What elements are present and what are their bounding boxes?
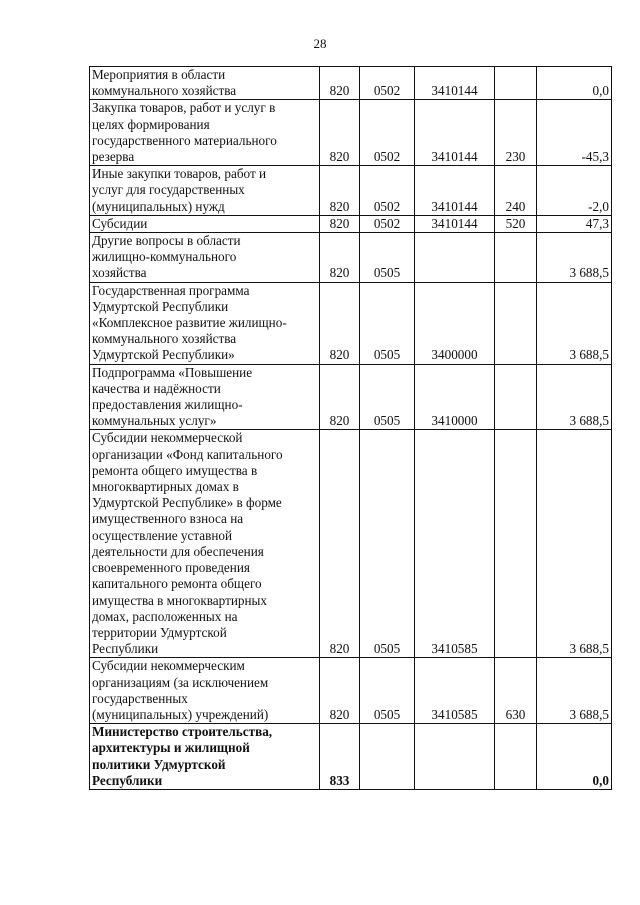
item-name-line: организациям (за исключением	[92, 674, 269, 690]
ministry-code-cell: 820	[320, 282, 360, 364]
item-name-line: территории Удмуртской	[92, 624, 227, 640]
section-code-cell: 0505	[360, 364, 415, 430]
expense-type-cell: 230	[495, 100, 537, 166]
amount-cell: 3 688,5	[537, 282, 612, 364]
item-name-line: многоквартирных домах в	[92, 479, 239, 495]
ministry-code-cell: 820	[320, 430, 360, 658]
target-article-cell: 3410144	[415, 67, 495, 100]
item-name-line: резерва	[92, 149, 135, 165]
section-code-cell: 0502	[360, 166, 415, 216]
item-name-line: хозяйства	[92, 265, 147, 281]
item-name-cell	[90, 724, 320, 790]
table-row	[90, 724, 612, 790]
expense-type-cell	[495, 282, 537, 364]
item-name-line: имущества в многоквартирных	[92, 592, 268, 608]
expense-type-cell	[495, 430, 537, 658]
ministry-code-cell: 820	[320, 100, 360, 166]
item-name-line: капитального ремонта общего	[92, 576, 262, 592]
item-name-line: имущественного взноса на	[92, 511, 244, 527]
target-article-cell	[415, 233, 495, 283]
item-name-line: предоставления жилищно-	[92, 397, 243, 413]
table-row	[90, 658, 612, 724]
item-name-line: жилищно-коммунального	[92, 249, 237, 265]
item-name-cell	[90, 67, 320, 100]
section-code-cell: 0505	[360, 233, 415, 283]
item-name-line: Министерство строительства,	[92, 724, 273, 740]
table-row	[90, 67, 612, 100]
item-name-line: Республики	[92, 641, 159, 657]
target-article-cell: 3410585	[415, 430, 495, 658]
item-name-cell	[90, 166, 320, 216]
item-name-cell	[90, 215, 320, 232]
item-name-line: целях формирования	[92, 116, 210, 132]
item-name-line: Удмуртской Республике» в форме	[92, 495, 282, 511]
item-name-line: деятельности для обеспечения	[92, 543, 264, 559]
item-name-line: коммунального хозяйства	[92, 83, 237, 99]
item-name-cell	[90, 282, 320, 364]
table-row	[90, 430, 612, 658]
expense-type-cell: 630	[495, 658, 537, 724]
amount-cell: 0,0	[537, 67, 612, 100]
amount-cell: 0,0	[537, 724, 612, 790]
item-name-cell	[90, 100, 320, 166]
expense-type-cell: 240	[495, 166, 537, 216]
section-code-cell	[360, 724, 415, 790]
item-name-cell	[90, 430, 320, 658]
item-name-cell	[90, 364, 320, 430]
item-name-line: Удмуртской Республики	[92, 298, 229, 314]
section-code-cell: 0505	[360, 430, 415, 658]
item-name-line: «Комплексное развитие жилищно-	[92, 315, 287, 331]
item-name-line: Мероприятия в области	[92, 67, 226, 82]
section-code-cell: 0505	[360, 658, 415, 724]
item-name-line: (муниципальных) нужд	[92, 198, 225, 214]
amount-cell: 3 688,5	[537, 233, 612, 283]
expense-type-cell	[495, 67, 537, 100]
expense-type-cell	[495, 364, 537, 430]
item-name-line: ремонта общего имущества в	[92, 462, 258, 478]
table-row	[90, 215, 612, 232]
ministry-code-cell: 820	[320, 166, 360, 216]
amount-cell: 3 688,5	[537, 658, 612, 724]
expense-type-cell	[495, 233, 537, 283]
target-article-cell: 3410585	[415, 658, 495, 724]
amount-cell: -45,3	[537, 100, 612, 166]
item-name-cell	[90, 658, 320, 724]
budget-table-body	[90, 67, 612, 790]
amount-cell: 3 688,5	[537, 364, 612, 430]
target-article-cell: 3410144	[415, 100, 495, 166]
budget-table	[89, 66, 612, 790]
amount-cell: 47,3	[537, 215, 612, 232]
table-row	[90, 233, 612, 283]
item-name-line: (муниципальных) учреждений)	[92, 706, 269, 722]
section-code-cell: 0505	[360, 282, 415, 364]
ministry-code-cell: 820	[320, 67, 360, 100]
target-article-cell: 3410144	[415, 166, 495, 216]
table-row	[90, 364, 612, 430]
page-number: 28	[313, 36, 327, 51]
item-name-line: осуществление уставной	[92, 527, 233, 543]
section-code-cell: 0502	[360, 67, 415, 100]
ministry-code-cell: 820	[320, 233, 360, 283]
table-row	[90, 282, 612, 364]
item-name-line: Республики	[92, 772, 163, 788]
table-row	[90, 100, 612, 166]
item-name-line: качества и надёжности	[92, 380, 221, 396]
item-name-line: Другие вопросы в области	[92, 233, 241, 249]
ministry-code-cell: 820	[320, 364, 360, 430]
ministry-code-cell: 820	[320, 215, 360, 232]
item-name-line: Удмуртской Республики»	[92, 347, 235, 363]
item-name-line: Субсидии	[92, 215, 148, 231]
item-name-line: Иные закупки товаров, работ и	[92, 166, 267, 182]
item-name-line: организации «Фонд капитального	[92, 446, 283, 462]
item-name-line: домах, расположенных на	[92, 608, 238, 624]
item-name-line: Субсидии некоммерческой	[92, 430, 243, 446]
item-name-line: государственных	[92, 690, 188, 706]
item-name-line: услуг для государственных	[92, 182, 245, 198]
target-article-cell: 3400000	[415, 282, 495, 364]
table-row	[90, 166, 612, 216]
amount-cell: -2,0	[537, 166, 612, 216]
expense-type-cell: 520	[495, 215, 537, 232]
target-article-cell: 3410000	[415, 364, 495, 430]
expense-type-cell	[495, 724, 537, 790]
item-name-line: коммунальных услуг»	[92, 413, 217, 429]
ministry-code-cell: 833	[320, 724, 360, 790]
item-name-line: архитектуры и жилищной	[92, 740, 250, 756]
amount-cell: 3 688,5	[537, 430, 612, 658]
item-name-line: Государственная программа	[92, 282, 250, 298]
ministry-code-cell: 820	[320, 658, 360, 724]
item-name-line: государственного материального	[92, 132, 277, 148]
item-name-line: Субсидии некоммерческим	[92, 658, 245, 674]
item-name-line: Подпрограмма «Повышение	[92, 364, 253, 380]
item-name-line: своевременного проведения	[92, 560, 250, 576]
item-name-cell	[90, 233, 320, 283]
item-name-line: коммунального хозяйства	[92, 331, 237, 347]
item-name-line: политики Удмуртской	[92, 756, 226, 772]
section-code-cell: 0502	[360, 215, 415, 232]
item-name-line: Закупка товаров, работ и услуг в	[92, 100, 276, 116]
target-article-cell	[415, 724, 495, 790]
section-code-cell: 0502	[360, 100, 415, 166]
target-article-cell: 3410144	[415, 215, 495, 232]
